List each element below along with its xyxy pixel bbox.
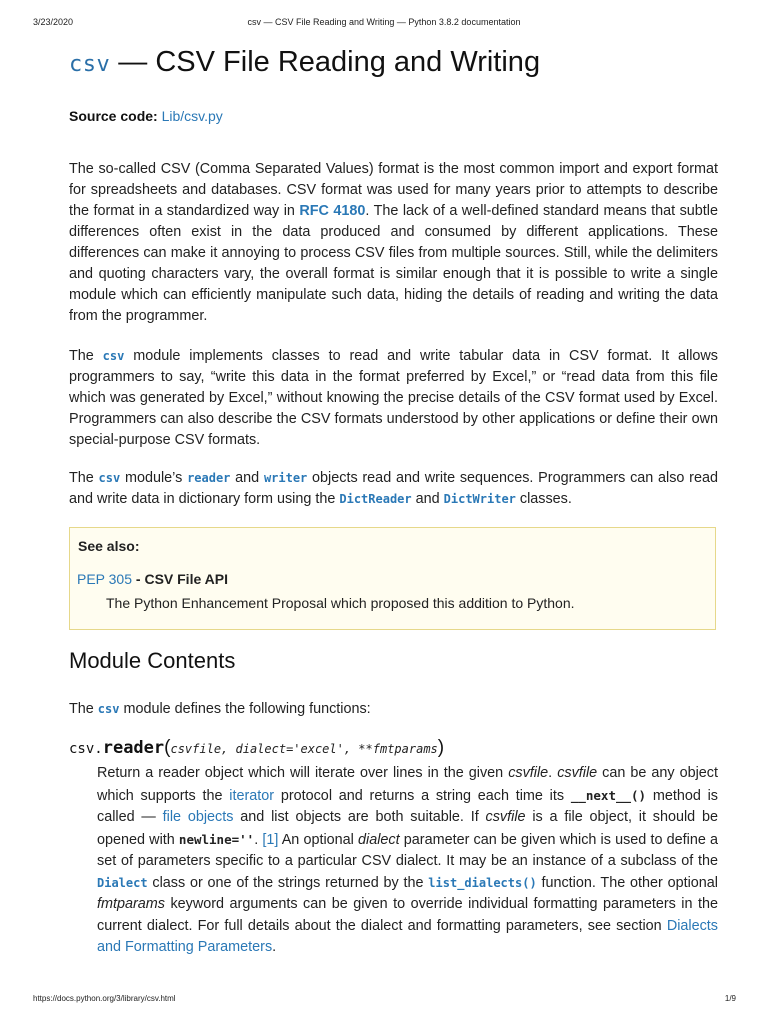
rw-text-1: The: [69, 470, 99, 486]
functions-text-1: The: [69, 701, 98, 717]
module-text-1: The: [69, 348, 103, 364]
print-page-number: 1/9: [724, 994, 736, 1003]
writer-ref-link[interactable]: writer: [263, 471, 308, 485]
dictreader-ref-link[interactable]: DictReader: [339, 492, 412, 506]
rw-text-3: and: [230, 470, 264, 486]
signature-module: csv.: [69, 741, 103, 757]
module-text-2: module implements classes to read and write tabular data in CSV format. It allows programmers to say, “write this data in the format preferred by Excel,” or “read data from this file which was generated by Excel,” without knowing the precise details of the CSV format used by Excel. Programmers can also describe the CSV formats understood by other applications or define their own special-purpose CSV formats.: [69, 348, 719, 448]
module-paragraph: [69, 346, 718, 451]
source-code-label: Source code:: [69, 108, 162, 124]
signature-close-paren: ): [437, 737, 445, 758]
source-code-line: [69, 108, 223, 124]
source-code-link[interactable]: Lib/csv.py: [161, 108, 223, 124]
rd-text-13: keyword arguments can be given to override individual formatting parameters in the current dialect. For full details about the dialect and formatting parameters, see section: [97, 896, 718, 934]
rfc-4180-link[interactable]: RFC 4180: [299, 203, 366, 219]
dialect-param: dialect: [358, 831, 400, 848]
reader-ref-link[interactable]: reader: [187, 471, 231, 485]
title-module-code[interactable]: csv: [69, 52, 111, 77]
title-text: — CSV File Reading and Writing: [110, 46, 541, 78]
pep-title: - CSV File API: [132, 571, 228, 587]
list-dialects-link[interactable]: list_dialects(): [428, 875, 537, 890]
see-also-title: See also:: [78, 538, 140, 554]
rd-text-14: .: [272, 939, 277, 955]
see-also-description: The Python Enhancement Proposal which proposed this addition to Python.: [106, 595, 575, 611]
rw-text-4: objects read and write sequences. Programmers can also read and write data in dictionary form using the: [69, 470, 718, 507]
reader-writer-paragraph: [69, 468, 718, 510]
rw-text-6: classes.: [515, 491, 572, 507]
rd-text-4: protocol and returns a string each time its: [274, 787, 571, 804]
csvfile-param: csvfile: [485, 809, 526, 825]
reader-description: [97, 763, 718, 959]
functions-text-2: module defines the following functions:: [119, 701, 371, 717]
see-also-pep-line: [77, 571, 228, 587]
pep-305-link[interactable]: PEP 305: [77, 571, 133, 587]
footnote-1-link[interactable]: [1]: [262, 831, 279, 848]
signature-function-name: reader: [102, 738, 165, 758]
csv-module-ref[interactable]: csv: [98, 471, 121, 485]
reader-signature: [69, 737, 444, 759]
fmtparams-param: fmtparams: [97, 896, 165, 912]
intro-paragraph: [69, 159, 718, 327]
print-url: https://docs.python.org/3/library/csv.html: [33, 994, 176, 1003]
rd-text-10: parameter can be given which is used to define a set of parameters specific to a particular CSV dialect. It may be an instance of a subclass of the: [97, 831, 718, 869]
print-date: 3/23/2020: [33, 17, 74, 27]
section-heading: Module Contents: [69, 648, 236, 673]
csvfile-param: csvfile: [508, 765, 549, 781]
rd-text-2: .: [548, 765, 558, 781]
signature-params: csvfile, dialect='excel', **fmtparams: [170, 742, 438, 756]
see-also-box: [69, 527, 716, 630]
functions-intro-paragraph: [69, 699, 718, 720]
next-method-code: __next__(): [570, 787, 647, 803]
intro-text-2: . The lack of a well-defined standard means that subtle differences often exist in the data produced and consumed by different applications. These differences can make it annoying to process CSV files from multiple sources. Still, while the delimiters and quoting characters vary, the overall format is similar enough that it is possible to write a single module which can efficiently manipulate such data, hiding the details of reading and writing the data from the programmer.: [69, 203, 718, 324]
dictwriter-ref-link[interactable]: DictWriter: [443, 492, 516, 506]
dialects-formatting-link[interactable]: Dialects and Formatting Parameters: [97, 917, 718, 955]
csv-module-ref[interactable]: csv: [97, 702, 120, 716]
csv-module-ref[interactable]: csv: [102, 349, 125, 363]
signature-open-paren: (: [164, 737, 171, 758]
rd-text-11: class or one of the strings returned by the: [147, 874, 429, 891]
file-objects-link[interactable]: file objects: [162, 809, 234, 825]
iterator-link[interactable]: iterator: [229, 787, 275, 804]
rd-text-7: is a file object, it should be opened with: [97, 809, 718, 848]
intro-text-1: The so-called CSV (Comma Separated Values) format is the most common import and export format for spreadsheets and databases. CSV format was used for many years prior to attempts to describe the format in a standardized way in: [69, 161, 718, 219]
dialect-class-link[interactable]: Dialect: [97, 875, 148, 890]
rd-text-12: function. The other optional: [536, 874, 718, 891]
rd-text-6: and list objects are both suitable. If: [233, 809, 486, 825]
print-page-title: csv — CSV File Reading and Writing — Python 3.8.2 documentation: [247, 17, 521, 27]
newline-code: newline='': [178, 831, 255, 847]
rd-text-1: Return a reader object which will iterate over lines in the given: [97, 765, 509, 781]
page-title: [69, 46, 540, 79]
rw-text-2: module’s: [120, 470, 188, 486]
rw-text-5: and: [411, 491, 444, 507]
rd-text-9: An optional: [278, 831, 359, 848]
csvfile-param: csvfile: [557, 765, 598, 781]
rd-text-5: method is called —: [97, 787, 718, 825]
rd-text-8: .: [254, 831, 263, 848]
rd-text-3: can be any object which supports the: [97, 765, 718, 804]
